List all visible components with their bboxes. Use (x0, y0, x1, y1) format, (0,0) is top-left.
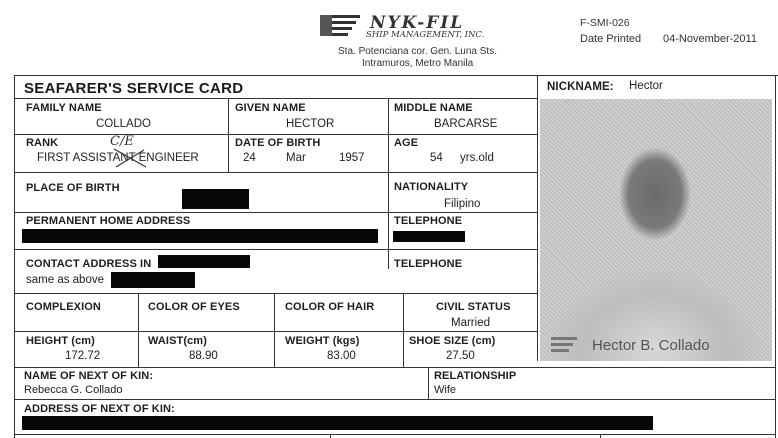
left-border (14, 75, 15, 438)
title-divider (537, 76, 538, 361)
redacted-next-of-kin-address (22, 416, 653, 430)
title-rule (14, 98, 537, 99)
nickname-label: NICKNAME: (547, 81, 614, 93)
height-value: 172.72 (65, 350, 101, 362)
dob-month: Mar (286, 152, 306, 164)
company-address-1: Sta. Potenciana cor. Gen. Luna Sts. (338, 46, 497, 57)
dob-year: 1957 (339, 152, 365, 164)
weight-value: 83.00 (327, 350, 356, 362)
form-code: F-SMI-026 (580, 17, 630, 29)
col-divider (428, 367, 429, 399)
next-of-kin-name-label: NAME OF NEXT OF KIN: (24, 370, 154, 382)
date-printed-value: 04-November-2011 (663, 33, 757, 45)
nickname-value: Hector (629, 80, 663, 92)
color-of-eyes-label: COLOR OF EYES (148, 301, 240, 313)
age-unit: yrs.old (460, 152, 494, 164)
middle-name-value: BARCARSE (434, 118, 498, 130)
telephone2-label: TELEPHONE (394, 258, 463, 270)
row-rule (14, 367, 775, 368)
card-title: SEAFARER'S SERVICE CARD (24, 80, 244, 97)
redacted-contact-location (158, 255, 250, 268)
row-rule (14, 293, 537, 294)
row-rule (14, 249, 537, 250)
col-divider (388, 99, 389, 269)
redacted-place-of-birth (182, 189, 249, 209)
rank-value: FIRST ASSISTANT ENGINEER (37, 152, 199, 164)
row-rule (14, 331, 537, 332)
waist-label: WAIST(cm) (148, 335, 207, 347)
dob-label: DATE OF BIRTH (235, 137, 321, 149)
civil-status-value: Married (451, 317, 490, 329)
row-rule (14, 134, 537, 135)
age-label: AGE (394, 137, 419, 149)
next-of-kin-name-value: Rebecca G. Collado (24, 384, 123, 396)
civil-status-label: CIVIL STATUS (436, 301, 511, 313)
row-rule (14, 212, 537, 213)
height-label: HEIGHT (cm) (26, 335, 95, 347)
row-rule (14, 172, 537, 173)
weight-label: WEIGHT (kgs) (285, 335, 360, 347)
next-of-kin-address-label: ADDRESS OF NEXT OF KIN: (24, 403, 175, 415)
row-rule (14, 399, 775, 400)
col-divider (228, 99, 229, 172)
seafarer-photo (540, 99, 772, 361)
given-name-label: GIVEN NAME (235, 102, 306, 114)
telephone-label: TELEPHONE (394, 215, 463, 227)
nationality-label: NATIONALITY (394, 181, 469, 193)
place-of-birth-label: PLACE OF BIRTH (26, 182, 120, 194)
dob-day: 24 (243, 152, 256, 164)
redacted-permanent-address (22, 229, 378, 243)
relationship-label: RELATIONSHIP (434, 370, 517, 382)
contact-address-label: CONTACT ADDRESS IN (26, 258, 152, 270)
given-name-value: HECTOR (286, 118, 335, 130)
bottom-rule (14, 434, 775, 435)
rank-handwritten-correction: C/E (110, 134, 134, 149)
nationality-value: Filipino (444, 198, 481, 210)
strikeout-mark-icon (112, 147, 148, 169)
color-of-hair-label: COLOR OF HAIR (285, 301, 375, 313)
bottom-tick (600, 434, 601, 438)
top-rule (14, 75, 778, 76)
family-name-value: COLLADO (96, 118, 151, 130)
shoe-size-value: 27.50 (446, 350, 475, 362)
company-name: NYK-FIL (370, 13, 465, 33)
bottom-tick (330, 434, 331, 438)
photo-caption: Hector B. Collado (592, 337, 710, 354)
shoe-size-label: SHOE SIZE (cm) (409, 335, 496, 347)
family-name-label: FAMILY NAME (26, 102, 102, 114)
permanent-address-label: PERMANENT HOME ADDRESS (26, 215, 191, 227)
company-subtitle: SHIP MANAGEMENT, INC. (366, 30, 485, 40)
waist-value: 88.90 (189, 350, 218, 362)
redacted-contact-address (111, 272, 195, 288)
middle-name-label: MIDDLE NAME (394, 102, 473, 114)
photo-logo-flag-icon (551, 335, 579, 357)
relationship-value: Wife (434, 384, 456, 396)
rank-label: RANK (26, 137, 59, 149)
contact-address-value: same as above (26, 274, 104, 286)
redacted-telephone (393, 231, 465, 242)
age-value: 54 (430, 152, 443, 164)
complexion-label: COMPLEXION (26, 301, 101, 313)
right-border (775, 75, 776, 438)
company-address-2: Intramuros, Metro Manila (362, 58, 474, 69)
date-printed-label: Date Printed (580, 33, 642, 45)
